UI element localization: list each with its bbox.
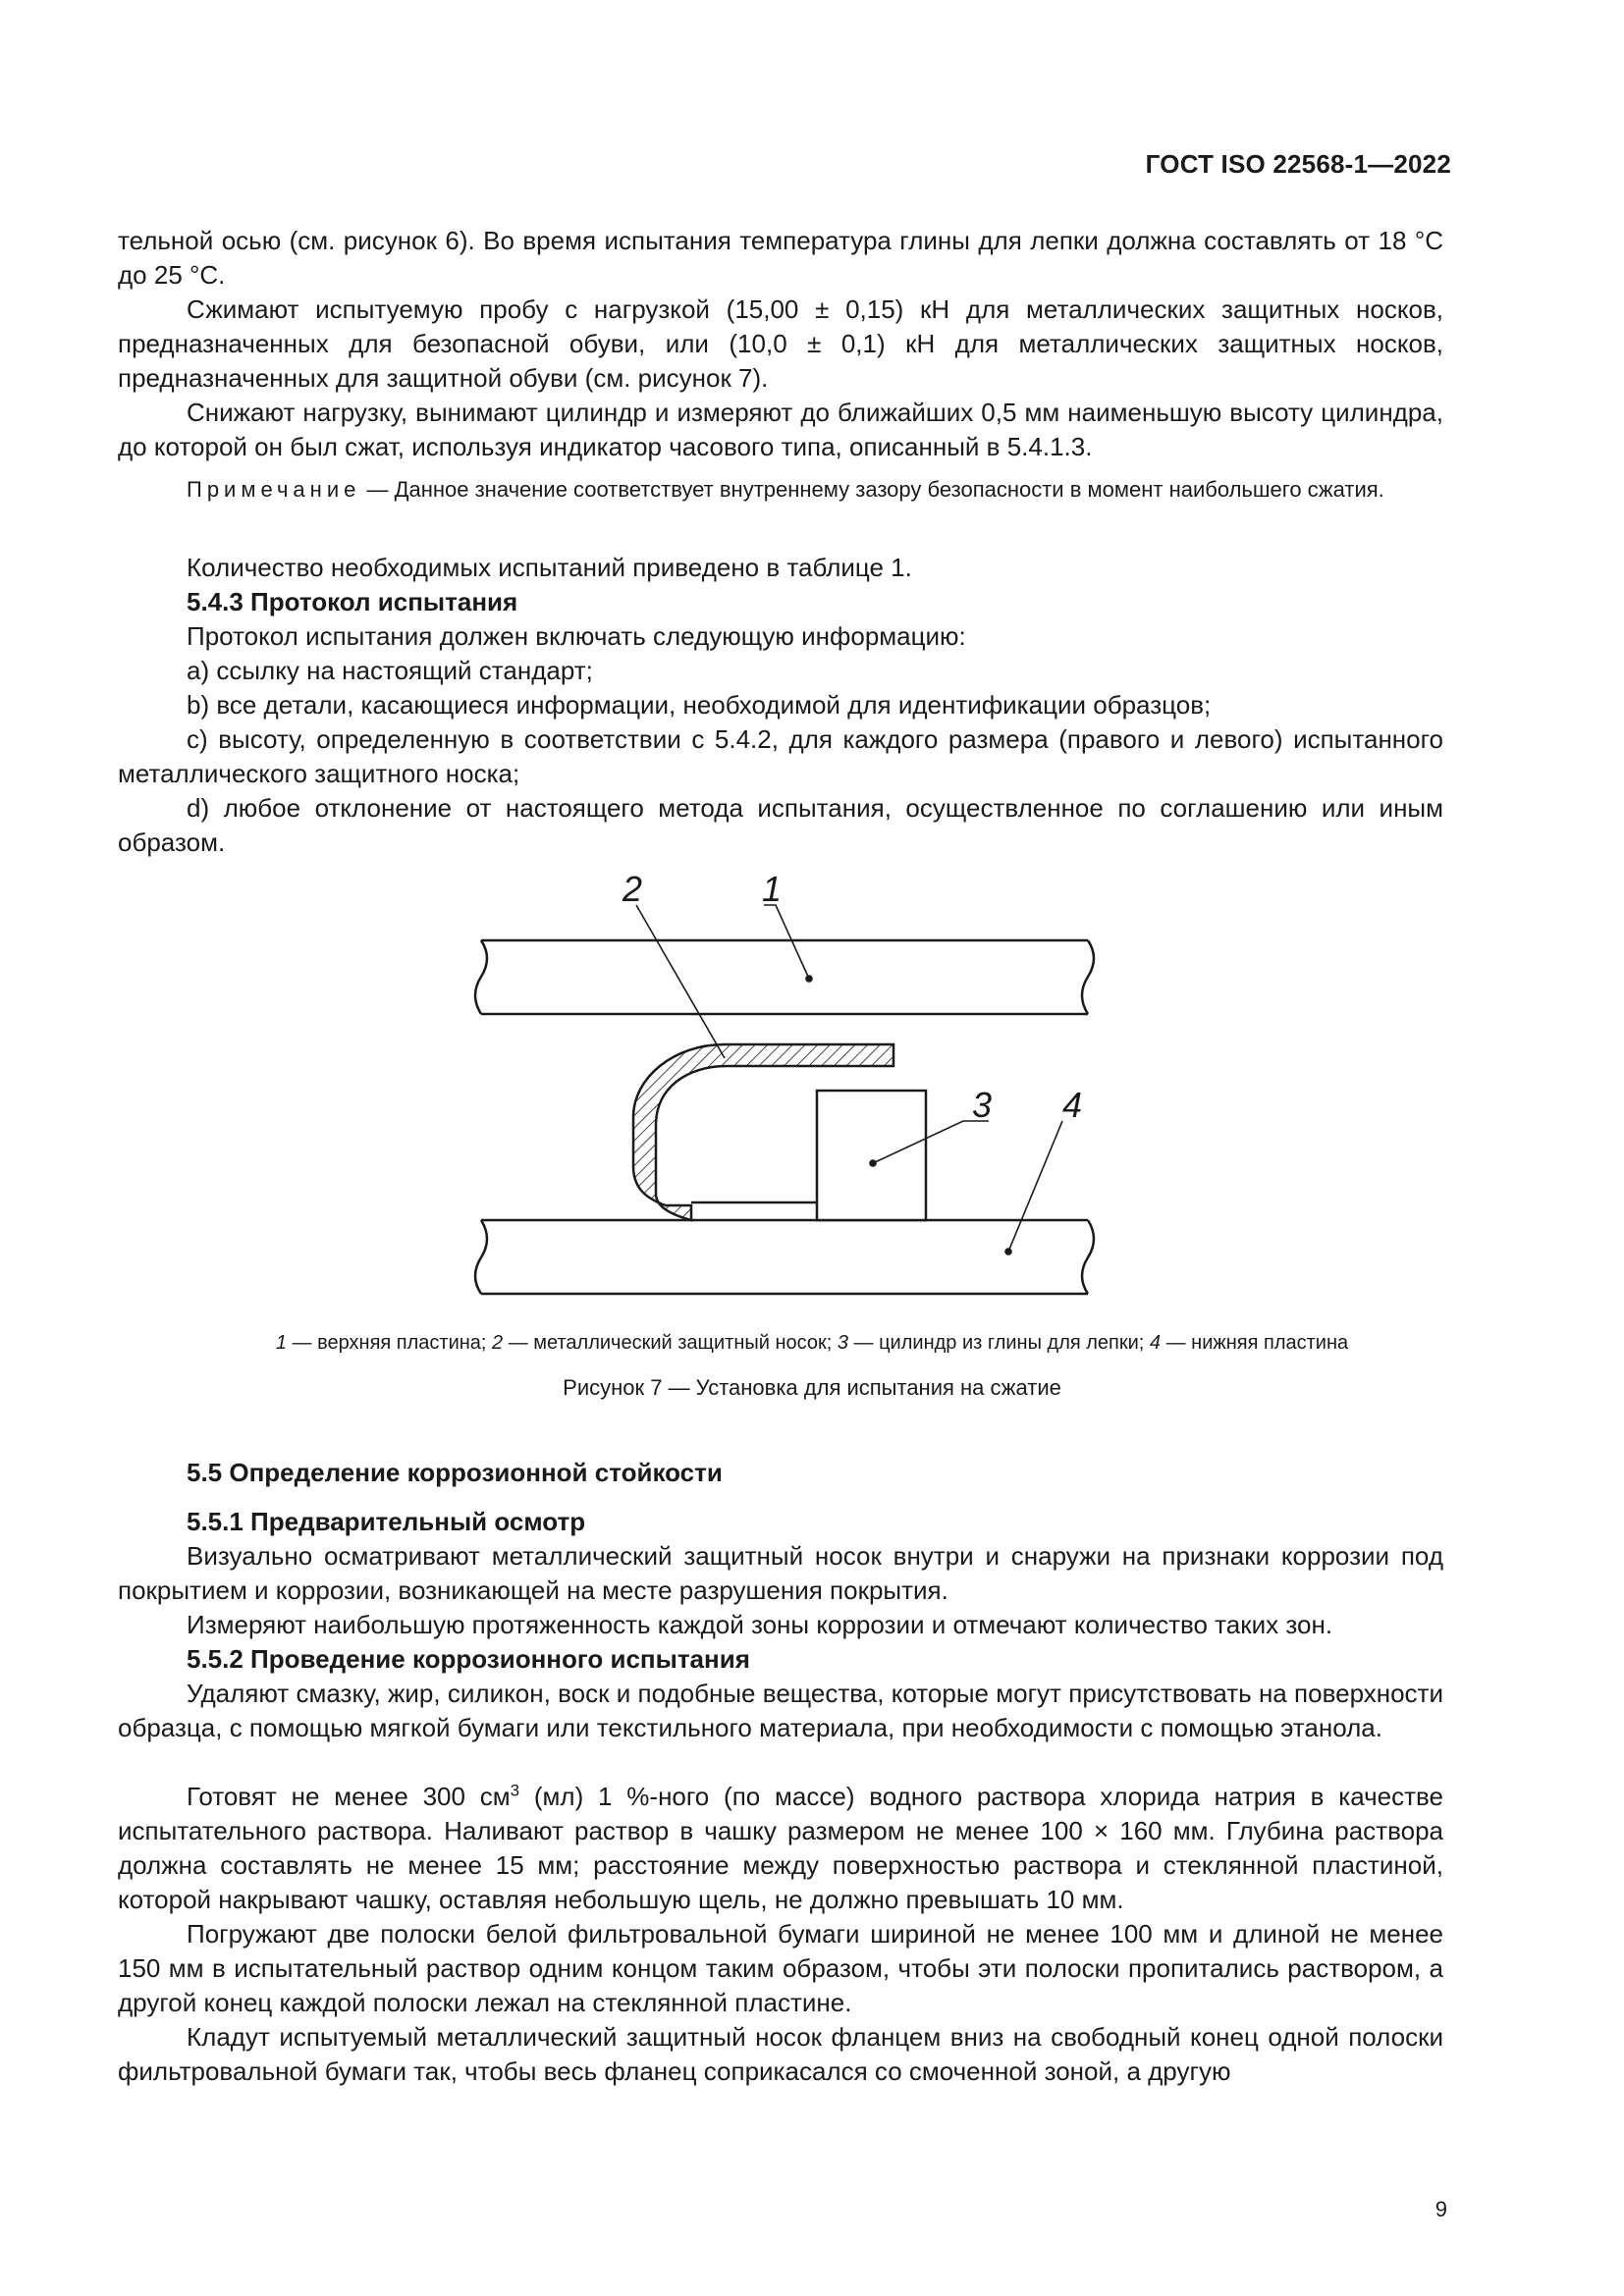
heading-5-5-1: 5.5.1 Предварительный осмотр xyxy=(187,1507,586,1536)
legend-text-4: — нижняя пластина xyxy=(1161,1332,1349,1354)
legend-num-3: 3 xyxy=(837,1332,848,1354)
heading-5-5-2: 5.5.2 Проведение коррозионного испытания xyxy=(187,1644,750,1674)
paragraph-visual-inspection: Визуально осматривают металлический защитный носок внутри и снаружи на признаки коррозии под покрытием и коррозии, возникающей на месте разрушения покрытия. xyxy=(118,1541,1443,1605)
list-item-c: c) высоту, определенную в соответствии с 5.4.2, для каждого размера (правого и левого) испытанного металлического защитного носка; xyxy=(118,724,1443,788)
legend-text-3: — цилиндр из глины для лепки; xyxy=(847,1332,1150,1354)
legend-text-1: — верхняя пластина; xyxy=(286,1332,493,1354)
compression-test-figure xyxy=(461,864,1110,1296)
figure-caption: Рисунок 7 — Установка для испытания на сжатие xyxy=(563,1375,1061,1400)
page-number: 9 xyxy=(1435,2197,1447,2221)
clay-cylinder xyxy=(817,1091,926,1220)
list-item-a: a) ссылку на настоящий стандарт; xyxy=(187,656,593,685)
legend-num-4: 4 xyxy=(1149,1332,1162,1354)
paragraph-filter-paper: Погружают две полоски белой фильтровальной бумаги шириной не менее 100 мм и длиной не менее 150 мм в испытательный раствор одним концом таким образом, чтобы эти полоски пропитались раствором, а другой конец каждой полоски лежал на стеклянной пластине. xyxy=(118,1919,1443,2017)
paragraph-remove-grease: Удаляют смазку, жир, силикон, воск и подобные вещества, которые могут присутствовать на поверхности образца, с помощью мягкой бумаги или текстильного материала, при необходимости с помощью этанола. xyxy=(118,1679,1443,1742)
note-label: Примечание xyxy=(187,477,361,502)
paragraph-clay-temperature: тельной осью (см. рисунок 6). Во время испытания температура глины для лепки должна составлять от 18 °С до 25 °С. xyxy=(118,226,1443,290)
paragraph-measure-height: Снижают нагрузку, вынимают цилиндр и измеряют до ближайших 0,5 мм наименьшую высоту цилиндра, до которой он был сжат, используя индикатор часового типа, описанный в 5.4.1.3. xyxy=(118,398,1443,461)
paragraph-load: Сжимают испытуемую пробу с нагрузкой (15,00 ± 0,15) кН для металлических защитных носков, предназначенных для безопасной обуви, или (10,0 ± 0,1) кН для металлических защитных носков, предназначенных для защитной обуви (см. рисунок 7). xyxy=(118,294,1443,393)
callout-2: 2 xyxy=(623,869,643,909)
callout-4: 4 xyxy=(1062,1085,1083,1125)
paragraph-measure-corrosion: Измеряют наибольшую протяженность каждой зоны коррозии и отмечают количество таких зон. xyxy=(187,1610,1333,1639)
upper-plate xyxy=(475,940,1094,1014)
solution-text-a: Готовят не менее 300 см xyxy=(187,1782,511,1811)
legend-num-2: 2 xyxy=(492,1332,504,1354)
callout-3: 3 xyxy=(972,1085,993,1125)
paragraph-place-toecap: Кладут испытуемый металлический защитный носок фланцем вниз на свободный конец одной полоски фильтровальной бумаги так, чтобы весь фланец соприкасался со смоченной зоной, а другую xyxy=(118,2022,1443,2086)
heading-5-4-3: 5.4.3 Протокол испытания xyxy=(187,587,518,616)
note-text: — Данное значение соответствует внутреннему зазору безопасности в момент наибольшего сжатия. xyxy=(360,477,1384,502)
document-id-header: ГОСТ ISO 22568-1—2022 xyxy=(1145,149,1451,179)
solution-text-b: (мл) 1 %-ного (по массе) водного раствора хлорида натрия в качестве испытательного раствора. Наливают раствор в чашку размером не менее 100 × 160 мм. Глубина раствора должна составлять не менее 15 мм; расстояние между поверхностью раствора и стеклянной пластиной, которой накрывают чашку, оставляя небольшую щель, не должно превышать 10 мм. xyxy=(118,1782,1443,1914)
list-item-b: b) все детали, касающиеся информации, необходимой для идентификации образцов; xyxy=(187,690,1212,720)
lower-plate xyxy=(475,1220,1094,1294)
heading-5-5: 5.5 Определение коррозионной стойкости xyxy=(187,1458,723,1487)
note xyxy=(118,475,1443,505)
paragraph-protocol-intro: Протокол испытания должен включать следующую информацию: xyxy=(187,621,966,651)
paragraph-prepare-solution xyxy=(118,1780,1443,1917)
callout-1: 1 xyxy=(762,869,783,909)
paragraph-test-count: Количество необходимых испытаний приведено в таблице 1. xyxy=(187,553,912,582)
figure-legend xyxy=(0,1332,1624,1355)
legend-text-2: — металлический защитный носок; xyxy=(503,1332,838,1354)
list-item-d: d) любое отклонение от настоящего метода испытания, осуществленное по соглашению или иным образом. xyxy=(118,793,1443,857)
legend-num-1: 1 xyxy=(275,1332,287,1354)
solution-superscript: 3 xyxy=(510,1781,520,1800)
